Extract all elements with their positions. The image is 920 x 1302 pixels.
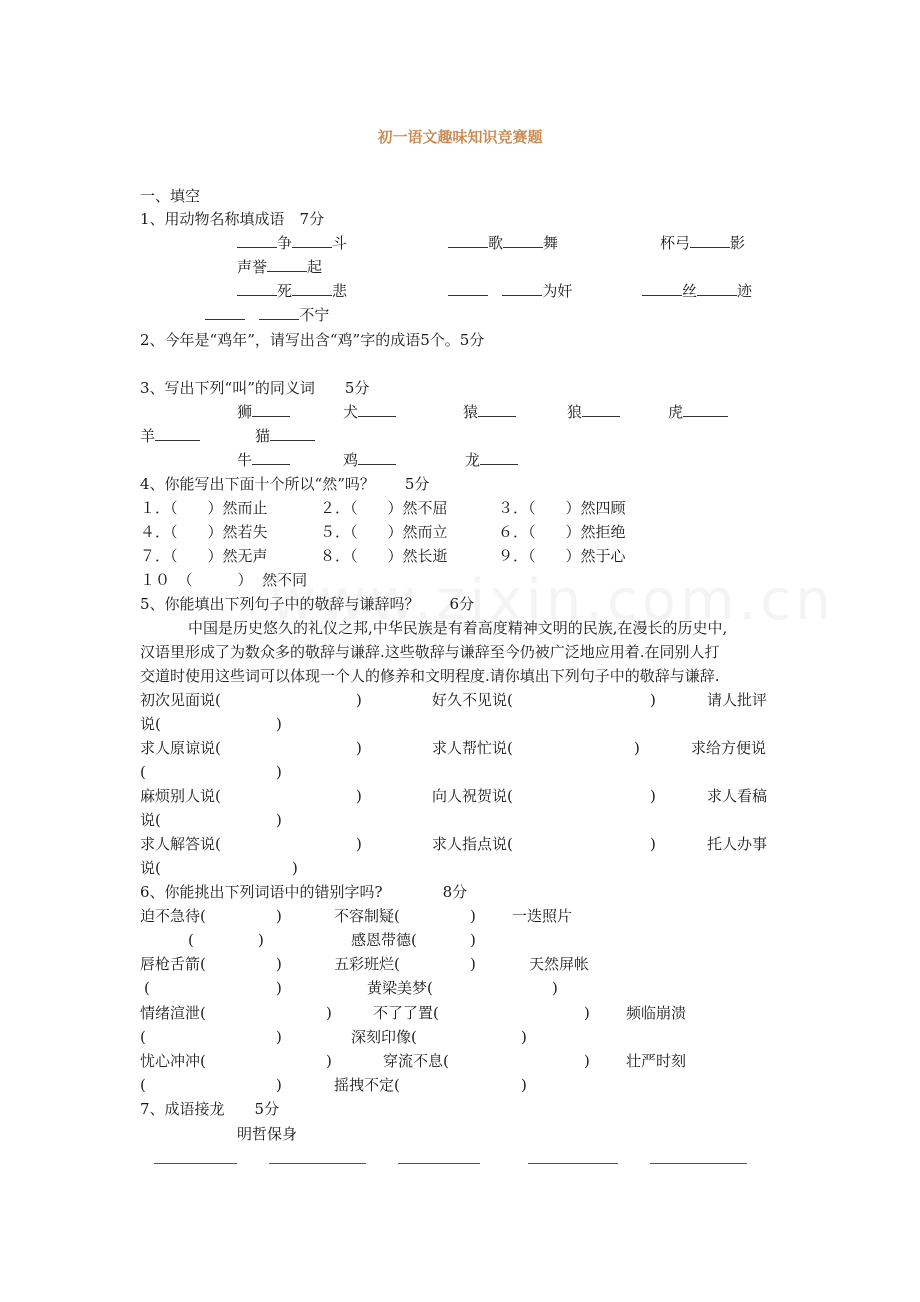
q5-item: 求人帮忙说( xyxy=(432,739,513,757)
q3-item: 猿 xyxy=(463,402,516,422)
q6-paren: ) xyxy=(258,931,264,949)
q7-prompt: 7、成语接龙 5分 xyxy=(140,1100,280,1118)
q6-paren: ) xyxy=(276,955,282,973)
q6-item: 频临崩溃 xyxy=(626,1004,687,1022)
q6-paren: ( xyxy=(140,1028,146,1046)
section-heading: 一、填空 xyxy=(140,187,201,205)
blank[interactable] xyxy=(448,281,488,296)
q5-paragraph: 交道时使用这些词可以体现一个人的修养和文明程度.请你填出下列句子中的敬辞与谦辞. xyxy=(140,667,720,685)
q6-paren: ) xyxy=(276,907,282,925)
q4-item: ５．（ ）然而立 xyxy=(320,523,448,541)
blank[interactable] xyxy=(358,450,396,465)
q4-prompt: 4、你能写出下面十个所以“然”吗？ 5分 xyxy=(140,475,430,493)
q4-item: ９．（ ）然于心 xyxy=(498,547,626,565)
q3-prompt: 3、写出下列“叫”的同义词 5分 xyxy=(140,379,370,397)
q6-paren: ) xyxy=(584,1004,590,1022)
q6-item: 一迭照片 xyxy=(512,907,573,925)
q6-paren: ) xyxy=(276,1028,282,1046)
blank[interactable] xyxy=(582,402,620,417)
blank[interactable] xyxy=(358,402,396,417)
q6-item: 不容制疑( xyxy=(334,907,400,925)
blank[interactable] xyxy=(292,281,332,296)
q4-item: ３．（ ）然四顾 xyxy=(498,499,626,517)
q5-item: 托人办事 xyxy=(707,835,768,853)
q6-paren: ) xyxy=(470,931,476,949)
q1-idiom-1: 争 斗 xyxy=(237,233,347,253)
q5-item: 说( xyxy=(140,859,161,877)
q3-item: 犬 xyxy=(343,402,396,422)
q6-item: 忧心冲冲( xyxy=(140,1052,206,1070)
q5-paren: ( xyxy=(140,763,146,781)
blank[interactable] xyxy=(252,450,290,465)
q5-prompt: 5、你能填出下列句子中的敬辞与谦辞吗？ 6分 xyxy=(140,595,475,613)
q6-paren: ( xyxy=(140,1076,146,1094)
q1-idiom-7: 丝 迹 xyxy=(642,281,752,301)
q5-paren: ) xyxy=(650,787,656,805)
q3-item: 牛 xyxy=(237,450,290,470)
q5-item: 好久不见说( xyxy=(432,691,513,709)
blank[interactable] xyxy=(642,281,682,296)
blank[interactable] xyxy=(267,257,307,272)
blank[interactable] xyxy=(480,450,518,465)
q1-prompt: 1、用动物名称填成语 7分 xyxy=(140,210,325,228)
page-title: 初一语文趣味知识竞赛题 xyxy=(377,128,543,146)
blank[interactable] xyxy=(478,402,516,417)
q5-paren: ) xyxy=(356,787,362,805)
q5-item: 说( xyxy=(140,811,161,829)
q6-item: 黄梁美梦( xyxy=(367,979,433,997)
q5-paren: ) xyxy=(276,763,282,781)
q6-paren: ( xyxy=(188,931,194,949)
answer-line[interactable] xyxy=(650,1163,747,1164)
q6-paren: ) xyxy=(276,1076,282,1094)
blank[interactable] xyxy=(155,426,200,441)
q3-item: 猫 xyxy=(255,426,315,446)
blank[interactable] xyxy=(292,233,332,248)
q6-item: 穿流不息( xyxy=(383,1052,449,1070)
q4-item: ７．（ ）然无声 xyxy=(140,547,268,565)
q6-paren: ) xyxy=(276,979,282,997)
blank[interactable] xyxy=(683,402,728,417)
blank[interactable] xyxy=(252,402,290,417)
q5-paren: ) xyxy=(276,715,282,733)
q5-item: 说( xyxy=(140,715,161,733)
q5-paragraph: 汉语里形成了为数众多的敬辞与谦辞.这些敬辞与谦辞至今仍被广泛地应用着.在同别人打 xyxy=(140,643,720,661)
q5-item: 求人指点说( xyxy=(432,835,513,853)
q5-item: 麻烦别人说( xyxy=(140,787,221,805)
q6-paren: ) xyxy=(326,1052,332,1070)
q4-item: ８．（ ）然长逝 xyxy=(320,547,448,565)
answer-line[interactable] xyxy=(269,1163,366,1164)
q4-item: ６．（ ）然拒绝 xyxy=(498,523,626,541)
q6-paren: ) xyxy=(552,979,558,997)
q6-item: 感恩带德( xyxy=(351,931,417,949)
q1-idiom-6: 为奸 xyxy=(448,281,572,301)
q6-paren: ) xyxy=(584,1052,590,1070)
q1-idiom-5: 死 悲 xyxy=(237,281,347,301)
blank[interactable] xyxy=(502,281,542,296)
q5-paren: ) xyxy=(356,835,362,853)
q6-item: 情绪渲泄( xyxy=(140,1004,206,1022)
q5-paren: ) xyxy=(356,739,362,757)
answer-line[interactable] xyxy=(528,1163,618,1164)
blank[interactable] xyxy=(448,233,488,248)
q5-paren: ) xyxy=(650,835,656,853)
q6-paren: ) xyxy=(521,1028,527,1046)
blank[interactable] xyxy=(205,305,245,320)
q5-item: 请人批评 xyxy=(707,691,768,709)
q3-item: 狼 xyxy=(567,402,620,422)
answer-line[interactable] xyxy=(398,1163,480,1164)
blank[interactable] xyxy=(259,305,299,320)
q3-item: 羊 xyxy=(140,426,200,446)
q5-paren: ) xyxy=(634,739,640,757)
q3-item: 鸡 xyxy=(343,450,396,470)
q6-item: 五彩班烂( xyxy=(334,955,400,973)
q5-paren: ) xyxy=(650,691,656,709)
q6-item: 壮严时刻 xyxy=(626,1052,687,1070)
q5-item: 求人原谅说( xyxy=(140,739,221,757)
q6-paren: ) xyxy=(521,1076,527,1094)
q1-idiom-2: 歌 舞 xyxy=(448,233,558,253)
q6-paren: ) xyxy=(470,907,476,925)
q5-item: 初次见面说( xyxy=(140,691,221,709)
q1-idiom-4: 声誉 起 xyxy=(237,258,323,276)
q6-prompt: 6、你能挑出下列词语中的错别字吗? 8分 xyxy=(140,883,468,901)
q3-item: 虎 xyxy=(668,402,728,422)
q3-item: 龙 xyxy=(465,450,518,470)
q6-item: 不了了置( xyxy=(373,1004,439,1022)
blank[interactable] xyxy=(690,233,730,248)
q3-item: 狮 xyxy=(237,402,290,422)
q6-paren: ( xyxy=(144,979,150,997)
blank[interactable] xyxy=(237,233,277,248)
q6-item: 唇枪舌箭( xyxy=(140,955,206,973)
q4-item: ４．（ ）然若失 xyxy=(140,523,268,541)
blank[interactable] xyxy=(237,281,277,296)
q1-idiom-8: 不宁 xyxy=(205,305,329,325)
q1-idiom-3: 杯弓 影 xyxy=(660,234,746,252)
q4-item: ２．（ ）然不屈 xyxy=(320,499,448,517)
q6-item: 迫不急待( xyxy=(140,907,206,925)
blank[interactable] xyxy=(697,281,737,296)
q6-paren: ) xyxy=(470,955,476,973)
q5-paren: ) xyxy=(292,859,298,877)
q4-item: １．（ ）然而止 xyxy=(140,499,268,517)
q5-item: 求人看稿 xyxy=(707,787,768,805)
answer-line[interactable] xyxy=(154,1163,237,1164)
q4-item: １０ （ ） 然不同 xyxy=(140,571,308,589)
q2-prompt: 2、今年是“鸡年”，请写出含“鸡”字的成语5个。5分 xyxy=(140,331,485,349)
q5-item: 求给方便说 xyxy=(691,739,767,757)
q5-paren: ) xyxy=(276,811,282,829)
q5-paragraph: 中国是历史悠久的礼仪之邦,中华民族是有着高度精神文明的民族,在漫长的历史中, xyxy=(188,619,728,637)
q7-start-idiom: 明哲保身 xyxy=(237,1125,298,1143)
q6-paren: ) xyxy=(326,1004,332,1022)
q5-item: 求人解答说( xyxy=(140,835,221,853)
blank[interactable] xyxy=(503,233,543,248)
q6-item: 天然屏帐 xyxy=(529,955,590,973)
blank[interactable] xyxy=(270,426,315,441)
q5-paren: ) xyxy=(356,691,362,709)
q6-item: 深刻印像( xyxy=(351,1028,417,1046)
q5-item: 向人祝贺说( xyxy=(432,787,513,805)
q6-item: 摇拽不定( xyxy=(334,1076,400,1094)
